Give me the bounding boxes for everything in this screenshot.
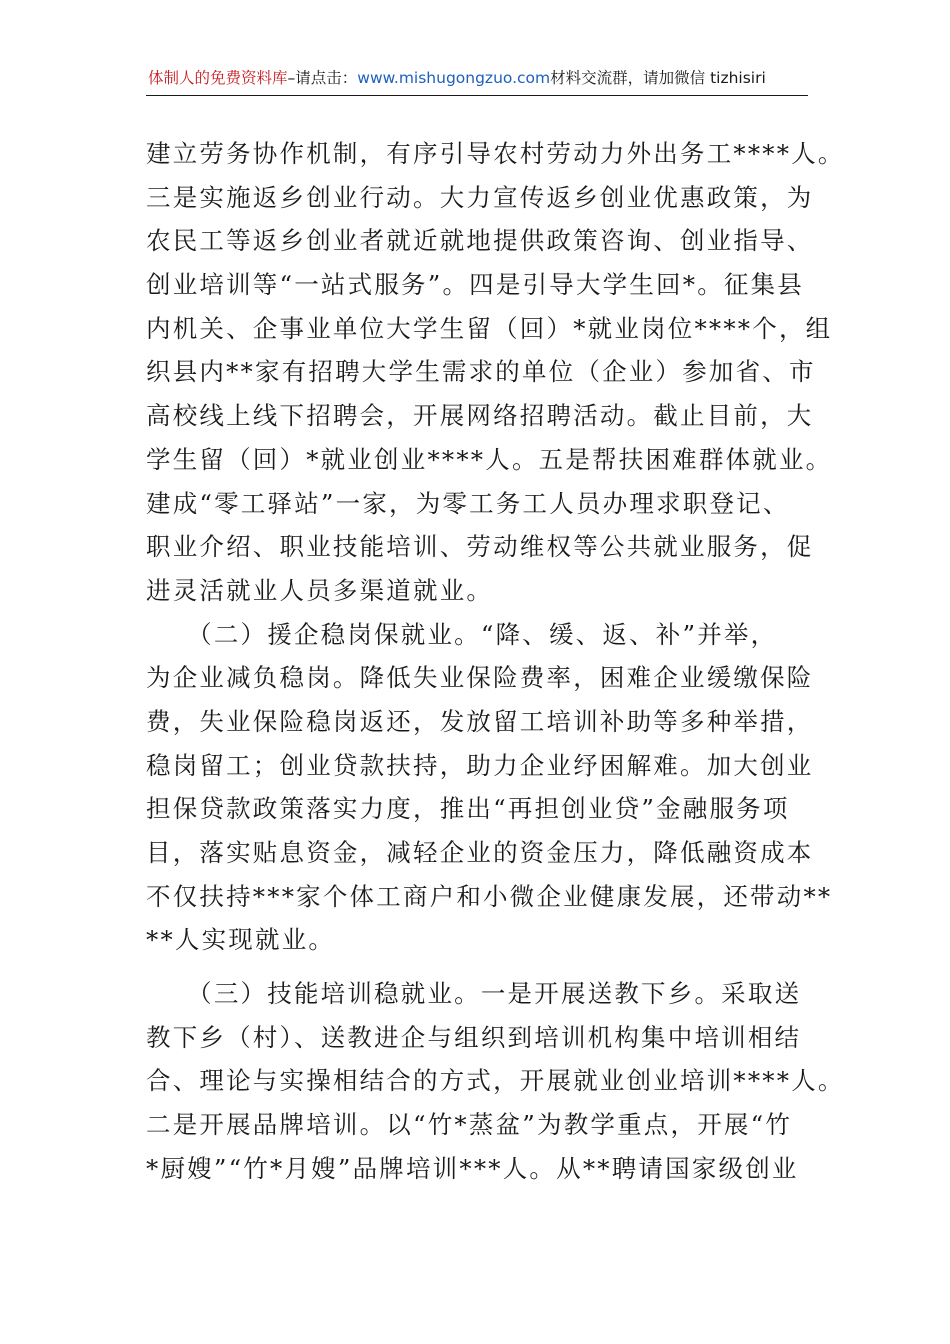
header-brand-link[interactable]: 体制人的免费资料库 (148, 69, 288, 87)
text-line: 织县内**家有招聘大学生需求的单位（企业）参加省、市 (146, 357, 816, 387)
text-line: 担保贷款政策落实力度，推出“再担创业贷”金融服务项 (146, 794, 790, 824)
text-line: 费，失业保险稳岗返还，发放留工培训补助等多种举措， (146, 706, 814, 736)
section-heading-line: （三）技能培训稳就业。一是开展送教下乡。采取送 (146, 979, 802, 1009)
text-line: 职业介绍、职业技能培训、劳动维权等公共就业服务，促 (146, 532, 814, 562)
text-line: 高校线上线下招聘会，开展网络招聘活动。截止目前，大 (146, 401, 814, 431)
header-url-link[interactable]: www.mishugongzuo.com (357, 69, 551, 87)
text-line: 二是开展品牌培训。以“竹*蒸盆”为教学重点，开展“竹 (146, 1110, 793, 1140)
document-body (146, 132, 845, 1191)
text-line: 教下乡（村）、送教进企与组织到培训机构集中培训相结 (146, 1022, 802, 1052)
text-line: 合、理论与实操相结合的方式，开展就业创业培训****人。 (146, 1066, 845, 1096)
section-heading-line: （二）援企稳岗保就业。“降、缓、返、补”并举， (146, 619, 778, 649)
text-line: 学生留（回）*就业创业****人。五是帮扶困难群体就业。 (146, 444, 833, 474)
text-line: 建立劳务协作机制，有序引导农村劳动力外出务工****人。 (146, 139, 845, 168)
text-line: 创业培训等“一站式服务”。四是引导大学生回*。征集县 (146, 270, 804, 300)
header-divider (146, 95, 808, 96)
text-line: 内机关、企事业单位大学生留（回）*就业岗位****个，组 (146, 313, 833, 343)
text-line: 稳岗留工；创业贷款扶持，助力企业纾困解难。加大创业 (146, 750, 814, 780)
text-line: 农民工等返乡创业者就近就地提供政策咨询、创业指导、 (146, 226, 814, 256)
page-header (148, 66, 808, 90)
header-prompt: –请点击： (287, 69, 358, 87)
text-line: **人实现就业。 (146, 925, 336, 955)
text-line: *厨嫂”“竹*月嫂”品牌培训***人。从**聘请国家级创业 (146, 1153, 799, 1183)
text-line: 建成“零工驿站”一家，为零工务工人员办理求职登记、 (146, 488, 790, 518)
text-line: 三是实施返乡创业行动。大力宣传返乡创业优惠政策，为 (146, 182, 814, 212)
text-line: 不仅扶持***家个体工商户和小微企业健康发展，还带动** (146, 881, 833, 911)
header-suffix: 材料交流群，请加微信 tizhisiri (550, 69, 766, 87)
text-line: 进灵活就业人员多渠道就业。 (146, 575, 494, 605)
text-line: 目，落实贴息资金，减轻企业的资金压力，降低融资成本 (146, 838, 814, 867)
text-line: 为企业减负稳岗。降低失业保险费率，困难企业缓缴保险 (146, 663, 814, 693)
